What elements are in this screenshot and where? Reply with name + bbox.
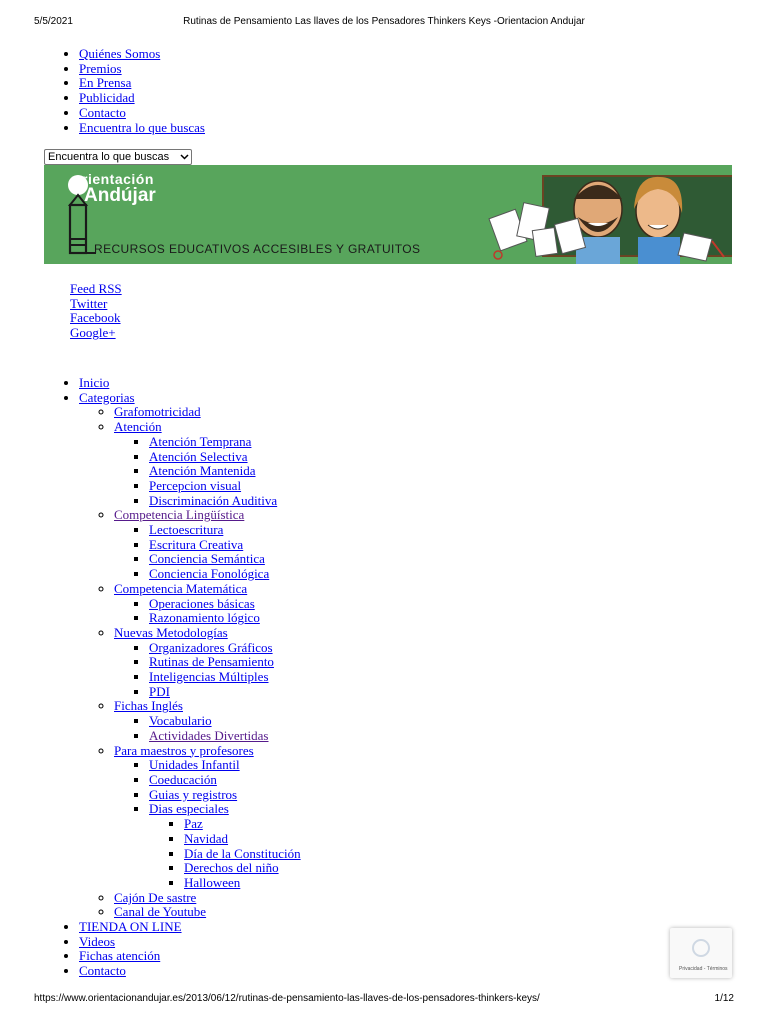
- social-item: [70, 311, 122, 326]
- nav-link-conciencia-semantica[interactable]: Conciencia Semántica: [149, 551, 265, 567]
- nav-link-categorias[interactable]: Categorias: [79, 389, 135, 405]
- main-nav: [44, 376, 301, 979]
- nav-link-atencion-mantenida[interactable]: Atención Mantenida: [149, 463, 256, 479]
- nav-item: [184, 876, 301, 891]
- nav-item: [114, 405, 301, 420]
- nav-link-videos[interactable]: Videos: [79, 933, 116, 949]
- twitter-link[interactable]: Twitter: [70, 295, 108, 311]
- print-url: https://www.orientacionandujar.es/2013/06/12/rutinas-de-pensamiento-las-llaves-de-los-pensadores-thinkers-keys/: [34, 993, 540, 1004]
- nav-item: [149, 641, 301, 656]
- nav-submenu-dias: [149, 817, 301, 891]
- top-menu-item: [79, 106, 205, 121]
- nav-link-competencia-linguistica[interactable]: Competencia Lingüística: [114, 507, 245, 523]
- nav-link-vocabulario[interactable]: Vocabulario: [149, 713, 212, 729]
- category-select-value: Encuentra lo que buscas: [48, 151, 170, 163]
- nav-link-fichas-atencion[interactable]: Fichas atención: [79, 948, 161, 964]
- nav-item: [149, 670, 301, 685]
- nav-item: [149, 552, 301, 567]
- nav-item: [79, 964, 301, 979]
- nav-link-discriminacion-auditiva[interactable]: Discriminación Auditiva: [149, 492, 278, 508]
- nav-link-unidades-infantil[interactable]: Unidades Infantil: [149, 757, 240, 773]
- nav-link-fichas-ingles[interactable]: Fichas Inglés: [114, 698, 183, 714]
- nav-item: [149, 729, 301, 744]
- nav-link-atencion-selectiva[interactable]: Atención Selectiva: [149, 448, 248, 464]
- nav-link-navidad[interactable]: Navidad: [184, 830, 229, 846]
- nav-item: [149, 758, 301, 773]
- nav-link-nuevas-metodologias[interactable]: Nuevas Metodologías: [114, 624, 228, 640]
- logo-text-andujar: Andújar: [84, 185, 156, 206]
- nav-item: [149, 435, 301, 450]
- print-page-title: Rutinas de Pensamiento Las llaves de los Pensadores Thinkers Keys -Orientacion Andujar: [183, 16, 585, 27]
- nav-submenu-categorias: [79, 405, 301, 920]
- nav-item: [79, 376, 301, 391]
- nav-link-guias-registros[interactable]: Guias y registros: [149, 786, 238, 802]
- nav-link-percepcion-visual[interactable]: Percepcion visual: [149, 477, 242, 493]
- nav-item: [149, 464, 301, 479]
- nav-link-para-maestros[interactable]: Para maestros y profesores: [114, 742, 254, 758]
- nav-item: [149, 538, 301, 553]
- nav-link-halloween[interactable]: Halloween: [184, 874, 241, 890]
- recaptcha-badge[interactable]: [670, 928, 732, 978]
- nav-item: [184, 832, 301, 847]
- top-menu-link-premios[interactable]: Premios: [79, 60, 122, 76]
- top-menu-item: [79, 76, 205, 91]
- nav-item: [184, 861, 301, 876]
- nav-link-grafomotricidad[interactable]: Grafomotricidad: [114, 404, 201, 420]
- nav-item: [149, 450, 301, 465]
- nav-link-tienda[interactable]: TIENDA ON LINE: [79, 919, 182, 935]
- teachers-illustration: [476, 169, 726, 264]
- nav-item: [79, 949, 301, 964]
- print-date: 5/5/2021: [34, 16, 73, 27]
- nav-item: [114, 626, 301, 700]
- nav-item: [149, 802, 301, 890]
- top-menu-item: [79, 47, 205, 62]
- nav-item: [149, 655, 301, 670]
- nav-item: [149, 714, 301, 729]
- facebook-link[interactable]: Facebook: [70, 310, 121, 326]
- nav-link-inteligencias-multiples[interactable]: Inteligencias Múltiples: [149, 669, 269, 685]
- nav-submenu-ingles: [114, 714, 301, 743]
- nav-item: [149, 479, 301, 494]
- banner-slogan: RECURSOS EDUCATIVOS ACCESIBLES Y GRATUITOS: [94, 242, 421, 256]
- nav-submenu-linguistica: [114, 523, 301, 582]
- nav-item: [149, 788, 301, 803]
- print-footer: [0, 993, 768, 1009]
- nav-item: [114, 905, 301, 920]
- nav-item: [114, 420, 301, 508]
- top-menu-item: [79, 62, 205, 77]
- nav-item: [184, 817, 301, 832]
- nav-item: [114, 744, 301, 891]
- logo-text-orientacion: rientación: [82, 171, 154, 187]
- nav-item: [79, 935, 301, 950]
- google-plus-link[interactable]: Google+: [70, 325, 116, 341]
- nav-link-razonamiento-logico[interactable]: Razonamiento lógico: [149, 610, 260, 626]
- nav-link-paz[interactable]: Paz: [184, 816, 203, 832]
- nav-link-lectoescritura[interactable]: Lectoescritura: [149, 522, 224, 538]
- top-menu-link-encuentra[interactable]: Encuentra lo que buscas: [79, 119, 205, 135]
- nav-link-conciencia-fonologica[interactable]: Conciencia Fonológica: [149, 566, 270, 582]
- social-links: [70, 282, 122, 341]
- nav-item: [79, 920, 301, 935]
- top-menu-link-en-prensa[interactable]: En Prensa: [79, 75, 132, 91]
- nav-link-atencion[interactable]: Atención: [114, 419, 162, 435]
- nav-link-pdi[interactable]: PDI: [149, 683, 170, 699]
- nav-item: [114, 508, 301, 582]
- nav-link-atencion-temprana[interactable]: Atención Temprana: [149, 433, 252, 449]
- nav-item: [79, 391, 301, 920]
- top-menu-link-publicidad[interactable]: Publicidad: [79, 90, 135, 106]
- nav-link-competencia-matematica[interactable]: Competencia Matemática: [114, 580, 248, 596]
- nav-item: [149, 611, 301, 626]
- nav-item: [149, 494, 301, 509]
- nav-link-derechos-nino[interactable]: Derechos del niño: [184, 860, 279, 876]
- print-page-count: 1/12: [714, 993, 734, 1004]
- nav-submenu-atencion: [114, 435, 301, 509]
- feed-rss-link[interactable]: Feed RSS: [70, 281, 122, 296]
- nav-item: [149, 567, 301, 582]
- nav-submenu-matematica: [114, 597, 301, 626]
- top-menu-link-quienes-somos[interactable]: Quiénes Somos: [79, 46, 161, 61]
- recaptcha-icon: [691, 938, 711, 958]
- print-header: [0, 16, 768, 32]
- nav-item: [149, 597, 301, 612]
- nav-item: [184, 847, 301, 862]
- nav-link-dias-especiales[interactable]: Dias especiales: [149, 801, 229, 817]
- nav-item: [149, 523, 301, 538]
- social-item: [70, 282, 122, 297]
- chevron-down-icon: [177, 152, 191, 162]
- top-menu: [44, 47, 205, 135]
- nav-link-canal-youtube[interactable]: Canal de Youtube: [114, 904, 207, 920]
- social-item: [70, 326, 122, 341]
- nav-item: [114, 699, 301, 743]
- nav-item: [114, 891, 301, 906]
- nav-submenu-metodologias: [114, 641, 301, 700]
- site-banner[interactable]: [44, 165, 732, 264]
- nav-submenu-maestros: [114, 758, 301, 890]
- top-menu-link-contacto[interactable]: Contacto: [79, 104, 126, 120]
- nav-item: [149, 773, 301, 788]
- nav-link-inicio[interactable]: Inicio: [79, 375, 110, 390]
- category-select[interactable]: [44, 149, 192, 165]
- recaptcha-terms: Privacidad - Términos: [679, 966, 728, 972]
- nav-link-rutinas-pensamiento[interactable]: Rutinas de Pensamiento: [149, 654, 274, 670]
- nav-item: [114, 582, 301, 626]
- social-item: [70, 297, 122, 312]
- nav-link-operaciones-basicas[interactable]: Operaciones básicas: [149, 595, 255, 611]
- nav-item: [149, 685, 301, 700]
- nav-link-cajon-sastre[interactable]: Cajón De sastre: [114, 889, 197, 905]
- top-menu-item: [79, 121, 205, 136]
- nav-link-escritura-creativa[interactable]: Escritura Creativa: [149, 536, 244, 552]
- nav-link-organizadores-graficos[interactable]: Organizadores Gráficos: [149, 639, 273, 655]
- nav-link-actividades-divertidas[interactable]: Actividades Divertidas: [149, 727, 269, 743]
- nav-link-dia-constitucion[interactable]: Día de la Constitución: [184, 845, 301, 861]
- nav-link-coeducacion[interactable]: Coeducación: [149, 771, 217, 787]
- top-menu-item: [79, 91, 205, 106]
- nav-link-contacto[interactable]: Contacto: [79, 963, 126, 979]
